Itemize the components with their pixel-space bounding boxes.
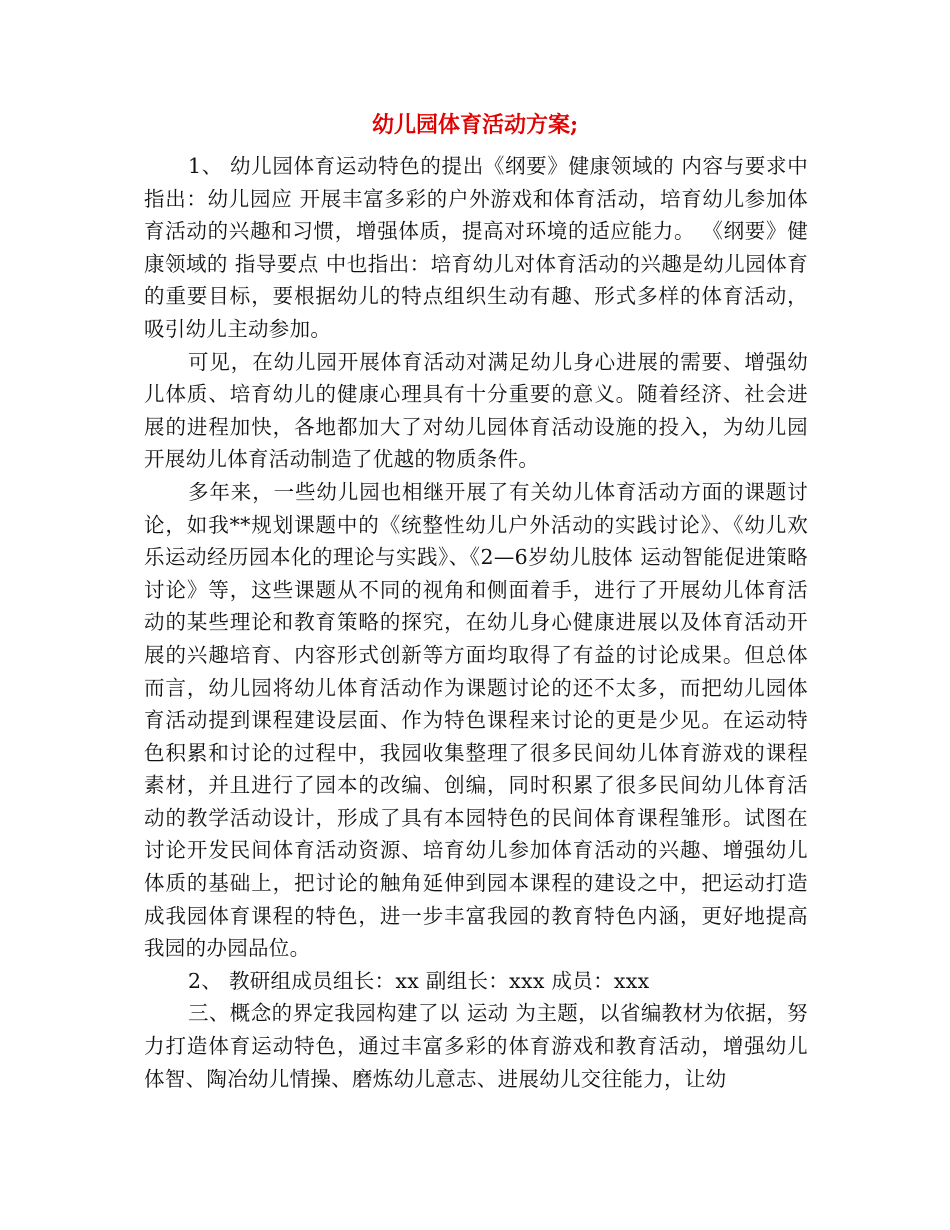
paragraph-3: 多年来，一些幼儿园也相继开展了有关幼儿体育活动方面的课题讨论，如我**规划课题中的《统整性幼儿户外活动的实践讨论》、《幼儿欢乐运动经历园本化的理论与实践》、《2—6岁幼儿肢体 运动智能促进策略讨论》等，这些课题从不同的视角和侧面着手，进行了开展幼儿体育活动的某些理论和教育策略的探究，在幼儿身心健康进展以及体育活动开展的兴趣培育、内容形式创新等方面均取得了有益的讨论成果。但总体而言，幼儿园将幼儿体育活动作为课题讨论的还不太多，而把幼儿园体育活动提到课程建设层面、作为特色课程来讨论的更是少见。在运动特色积累和讨论的过程中，我园收集整理了很多民间幼儿体育游戏的课程素材，并且进行了园本的改编、创编，同时积累了很多民间幼儿体育活动的教学活动设计，形成了具有本园特色的民间体育课程雏形。试图在讨论开发民间体育活动资源、培育幼儿参加体育活动的兴趣、增强幼儿体质的基础上，把讨论的触角延伸到园本课程的建设之中，把运动打造成我园体育课程的特色，进一步丰富我园的教育特色内涵，更好地提高我园的办园品位。 <box>144 479 808 961</box>
paragraph-2: 可见，在幼儿园开展体育活动对满足幼儿身心进展的需要、增强幼儿体质、培育幼儿的健康心理具有十分重要的意义。随着经济、社会进展的进程加快，各地都加大了对幼儿园体育活动设施的投入，为幼儿园开展幼儿体育活动制造了优越的物质条件。 <box>144 349 808 472</box>
paragraph-1: 1、 幼儿园体育运动特色的提出《纲要》健康领域的 内容与要求中指出：幼儿园应 开展丰富多彩的户外游戏和体育活动，培育幼儿参加体育活动的兴趣和习惯，增强体质，提高对环境的适应能力。 《纲要》健康领域的 指导要点 中也指出：培育幼儿对体育活动的兴趣是幼儿园体育的重要目标，要根据幼儿的特点组织生动有趣、形式多样的体育活动，吸引幼儿主动参加。 <box>144 154 808 341</box>
document-body <box>144 150 808 1095</box>
paragraph-4: 2、 教研组成员组长：xx 副组长：xxx 成员：xxx <box>188 968 650 993</box>
paragraph-5: 三、概念的界定我园构建了以 运动 为主题，以省编教材为依据，努力打造体育运动特色，通过丰富多彩的体育游戏和教育活动，增强幼儿体智、陶冶幼儿情操、磨炼幼儿意志、进展幼儿交往能力，让幼 <box>144 1001 808 1091</box>
document-title: 幼儿园体育活动方案; <box>371 112 579 138</box>
